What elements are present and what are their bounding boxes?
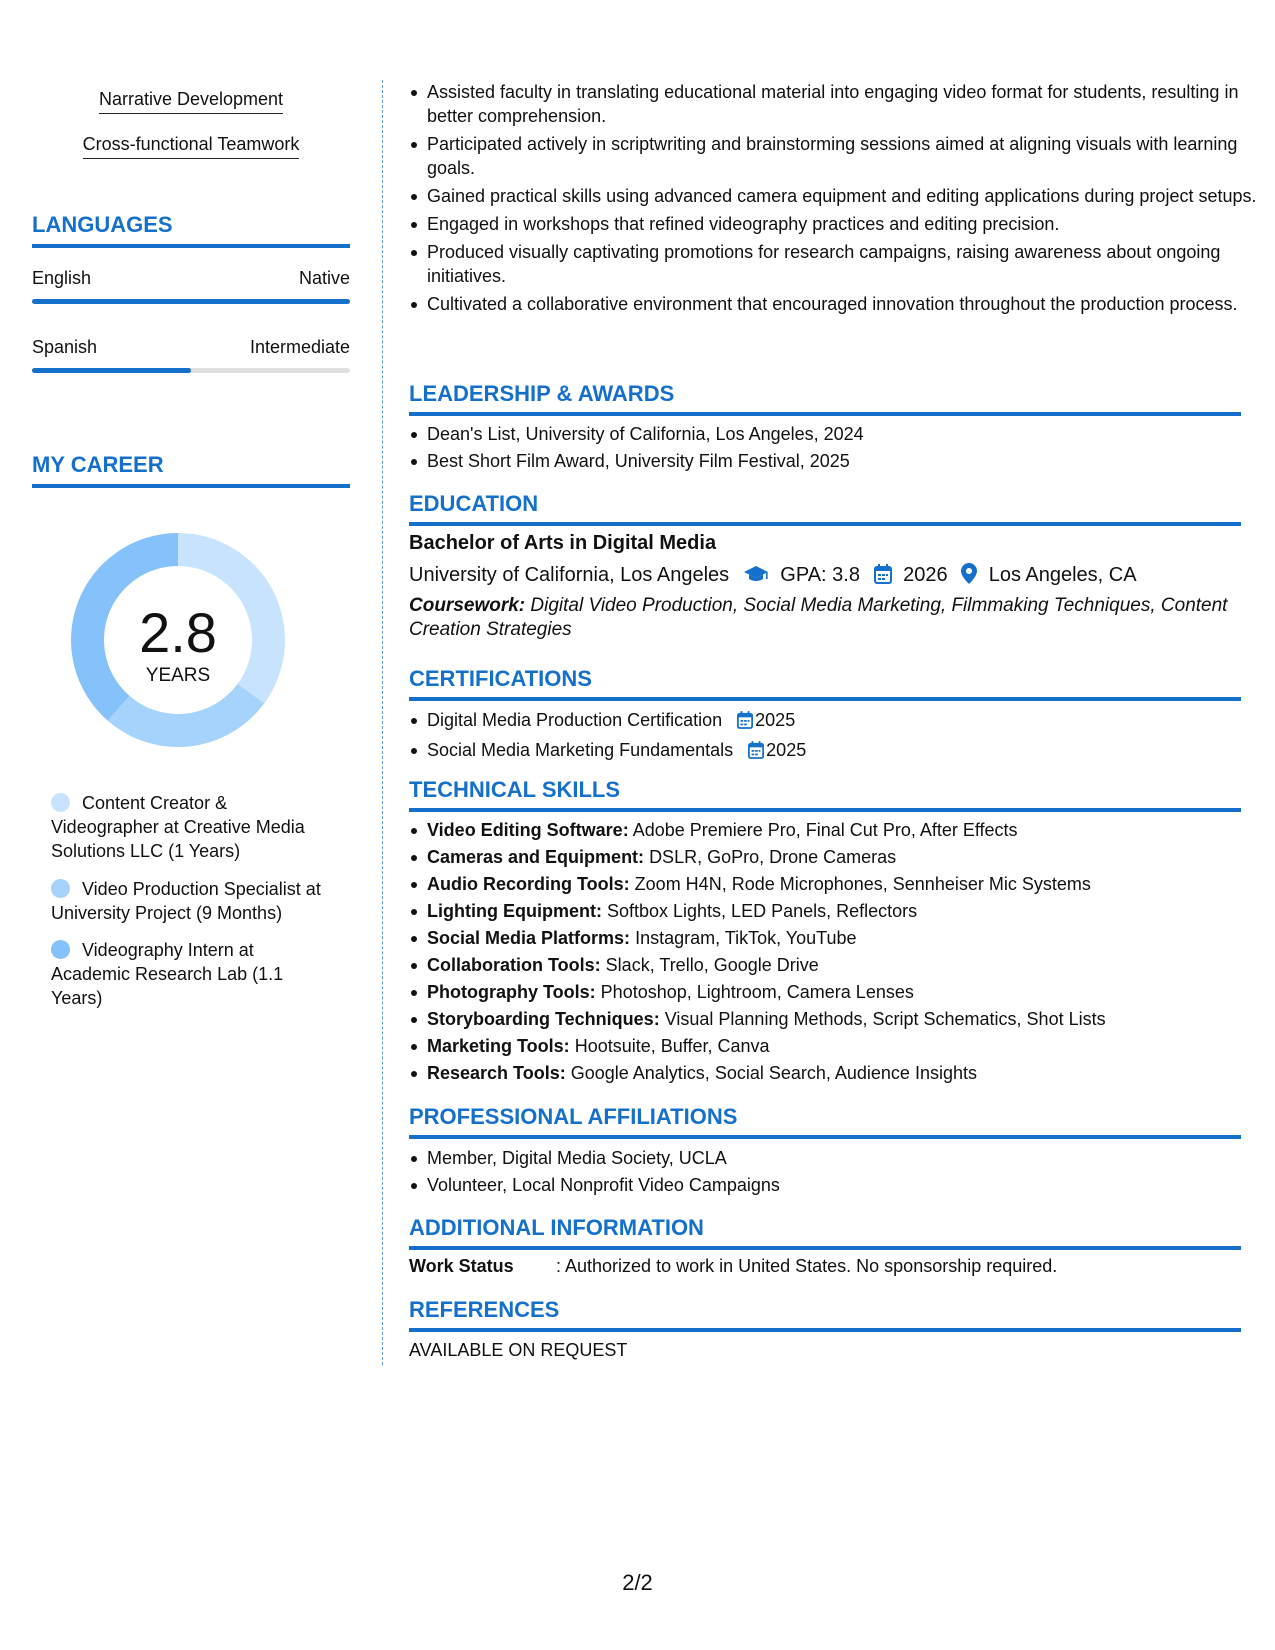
language-level: Intermediate <box>249 337 350 357</box>
language-proficiency-fill <box>32 368 191 373</box>
list-item: Photography Tools: Photoshop, Lightroom, Camera Lenses <box>427 980 1259 1004</box>
list-item: Social Media Marketing Fundamentals 2025 <box>427 738 1259 765</box>
language-proficiency-bar <box>32 299 350 304</box>
career-total-value: 2.8 <box>139 601 217 664</box>
list-item: Digital Media Production Certification 2025 <box>427 708 1259 735</box>
career-total-unit: YEARS <box>145 665 211 686</box>
education-degree: Bachelor of Arts in Digital Media <box>409 532 717 554</box>
list-item: Collaboration Tools: Slack, Trello, Google Drive <box>427 953 1259 977</box>
donut-segment <box>108 684 264 747</box>
leadership-heading: LEADERSHIP & AWARDS <box>409 381 1241 416</box>
career-legend-item: Content Creator & Videographer at Creative Media Solutions LLC (1 Years) <box>51 793 305 861</box>
languages-heading: LANGUAGES <box>32 212 350 248</box>
page-number: 2/2 <box>622 1570 653 1595</box>
list-item: Assisted faculty in translating educational material into engaging video format for students, resulting in better comprehension. <box>427 80 1259 128</box>
location-pin-icon <box>961 563 977 590</box>
list-item: Cameras and Equipment: DSLR, GoPro, Drone Cameras <box>427 845 1259 869</box>
language-level: Native <box>298 268 350 288</box>
technical-skills-list <box>409 818 1259 1085</box>
education-details <box>409 563 1137 590</box>
legend-dot-icon <box>51 793 70 812</box>
coursework-value: Digital Video Production, Social Media Marketing, Filmmaking Techniques, Content Creation Strategies <box>409 595 1228 640</box>
calendar-icon <box>748 741 764 765</box>
list-item: Social Media Platforms: Instagram, TikTok, YouTube <box>427 926 1259 950</box>
calendar-icon <box>874 564 892 590</box>
career-legend-item: Videography Intern at Academic Research Lab (1.1 Years) <box>51 940 284 1008</box>
references-text: AVAILABLE ON REQUEST <box>409 1340 628 1360</box>
affiliations-heading: PROFESSIONAL AFFILIATIONS <box>409 1104 1241 1139</box>
list-item: Volunteer, Local Nonprofit Video Campaigns <box>427 1173 1259 1197</box>
list-item: Video Editing Software: Adobe Premiere Pro, Final Cut Pro, After Effects <box>427 818 1259 842</box>
additional-info-heading: ADDITIONAL INFORMATION <box>409 1215 1241 1250</box>
education-coursework <box>409 594 1241 642</box>
list-item: Dean's List, University of California, Los Angeles, 2024 <box>427 422 1259 446</box>
list-item: Member, Digital Media Society, UCLA <box>427 1146 1259 1170</box>
skill-tag: Cross-functional Teamwork <box>32 134 350 159</box>
list-item: Marketing Tools: Hootsuite, Buffer, Canva <box>427 1034 1259 1058</box>
career-donut-chart <box>66 528 290 752</box>
leadership-list <box>409 422 1259 473</box>
list-item: Best Short Film Award, University Film Festival, 2025 <box>427 449 1259 473</box>
certifications-heading: CERTIFICATIONS <box>409 666 1241 701</box>
list-item: Engaged in workshops that refined videography practices and editing precision. <box>427 212 1259 236</box>
language-name: English <box>32 268 92 288</box>
list-item: Lighting Equipment: Softbox Lights, LED Panels, Reflectors <box>427 899 1259 923</box>
language-name: Spanish <box>32 337 98 357</box>
language-proficiency-fill <box>32 299 350 304</box>
education-gpa: GPA: 3.8 <box>780 564 860 586</box>
list-item: Gained practical skills using advanced camera equipment and editing applications during project setups. <box>427 184 1259 208</box>
legend-dot-icon <box>51 940 70 959</box>
experience-bullets <box>409 80 1259 316</box>
career-legend-item: Video Production Specialist at University Project (9 Months) <box>51 879 321 923</box>
list-item: Produced visually captivating promotions for research campaigns, raising awareness about ongoing initiatives. <box>427 240 1259 288</box>
technical-skills-heading: TECHNICAL SKILLS <box>409 777 1241 812</box>
education-year: 2026 <box>903 564 948 586</box>
calendar-icon <box>737 711 753 735</box>
list-item: Cultivated a collaborative environment that encouraged innovation throughout the production process. <box>427 292 1259 316</box>
list-item: Storyboarding Techniques: Visual Planning Methods, Script Schematics, Shot Lists <box>427 1007 1259 1031</box>
work-status-value: : Authorized to work in United States. No sponsorship required. <box>556 1256 1058 1276</box>
references-heading: REFERENCES <box>409 1297 1241 1332</box>
legend-dot-icon <box>51 879 70 898</box>
affiliations-list <box>409 1146 1259 1197</box>
work-status-label: Work Status <box>409 1256 514 1276</box>
certifications-list <box>409 708 1259 765</box>
list-item: Participated actively in scriptwriting and brainstorming sessions aimed at aligning visuals with learning goals. <box>427 132 1259 180</box>
career-heading: MY CAREER <box>32 452 350 488</box>
coursework-label: Coursework: <box>409 595 526 616</box>
language-proficiency-bar <box>32 368 350 373</box>
list-item: Research Tools: Google Analytics, Social Search, Audience Insights <box>427 1061 1259 1085</box>
graduation-cap-icon <box>743 564 769 590</box>
column-divider <box>382 80 383 1365</box>
list-item: Audio Recording Tools: Zoom H4N, Rode Microphones, Sennheiser Mic Systems <box>427 872 1259 896</box>
skill-tag: Narrative Development <box>32 89 350 114</box>
education-heading: EDUCATION <box>409 491 1241 526</box>
education-location: Los Angeles, CA <box>988 564 1137 586</box>
education-school: University of California, Los Angeles <box>409 564 730 586</box>
